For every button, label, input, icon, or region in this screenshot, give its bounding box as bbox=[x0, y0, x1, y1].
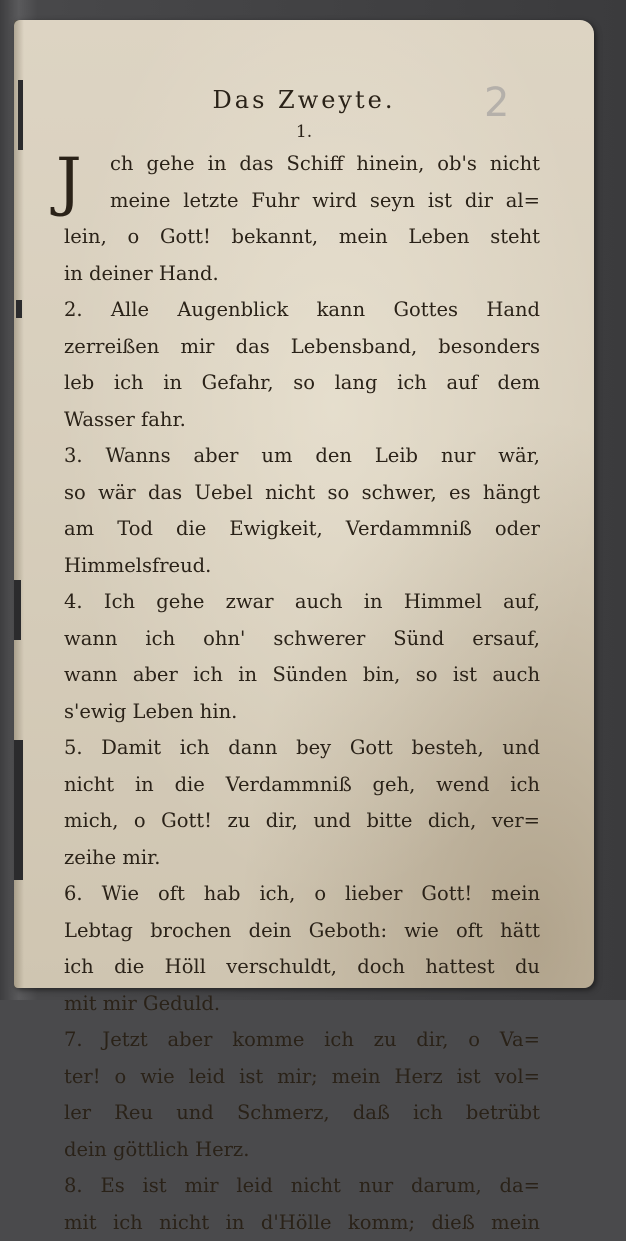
text-line: mit mir Geduld. bbox=[64, 986, 540, 1023]
text-line: mit ich nicht in d'Hölle komm; dieß mein bbox=[64, 1205, 540, 1241]
hymn-verse-number: 1. bbox=[14, 122, 594, 142]
text-line: meine letzte Fuhr wird seyn ist dir al= bbox=[64, 183, 540, 220]
text-line: 4. Ich gehe zwar auch in Himmel auf, bbox=[64, 584, 540, 621]
text-line: 7. Jetzt aber komme ich zu dir, o Va= bbox=[64, 1022, 540, 1059]
text-line: leb ich in Gefahr, so lang ich auf dem bbox=[64, 365, 540, 402]
binding-mark bbox=[16, 300, 22, 318]
text-line: wann ich ohn' schwerer Sünd ersauf, bbox=[64, 621, 540, 658]
text-line: ich die Höll verschuldt, doch hattest du bbox=[64, 949, 540, 986]
text-line: Lebtag brochen dein Geboth: wie oft hätt bbox=[64, 913, 540, 950]
text-line: so wär das Uebel nicht so schwer, es hängt bbox=[64, 475, 540, 512]
paper-page bbox=[14, 20, 594, 988]
text-line: lein, o Gott! bekannt, mein Leben steht bbox=[64, 219, 540, 256]
text-line: 2. Alle Augenblick kann Gottes Hand bbox=[64, 292, 540, 329]
hymn-heading: Das Zweyte. bbox=[14, 86, 594, 114]
text-line: zerreißen mir das Lebensband, besonders bbox=[64, 329, 540, 366]
text-line: ch gehe in das Schiff hinein, ob's nicht bbox=[64, 146, 540, 183]
text-line: mich, o Gott! zu dir, und bitte dich, ver= bbox=[64, 803, 540, 840]
text-line: in deiner Hand. bbox=[64, 256, 540, 293]
text-line: Himmelsfreud. bbox=[64, 548, 540, 585]
text-line: s'ewig Leben hin. bbox=[64, 694, 540, 731]
text-line: wann aber ich in Sünden bin, so ist auch bbox=[64, 657, 540, 694]
pencil-page-number: 2 bbox=[484, 80, 509, 126]
text-line: ter! o wie leid ist mir; mein Herz ist vol= bbox=[64, 1059, 540, 1096]
text-line: 3. Wanns aber um den Leib nur wär, bbox=[64, 438, 540, 475]
text-line: zeihe mir. bbox=[64, 840, 540, 877]
text-line: am Tod die Ewigkeit, Verdammniß oder bbox=[64, 511, 540, 548]
binding-mark bbox=[14, 740, 23, 880]
text-line: 8. Es ist mir leid nicht nur darum, da= bbox=[64, 1168, 540, 1205]
text-line: nicht in die Verdammniß geh, wend ich bbox=[64, 767, 540, 804]
text-line: 6. Wie oft hab ich, o lieber Gott! mein bbox=[64, 876, 540, 913]
drop-cap: J bbox=[56, 150, 82, 214]
text-line: Wasser fahr. bbox=[64, 402, 540, 439]
text-line: dein göttlich Herz. bbox=[64, 1132, 540, 1169]
text-line: ler Reu und Schmerz, daß ich betrübt bbox=[64, 1095, 540, 1132]
text-line: 5. Damit ich dann bey Gott besteh, und bbox=[64, 730, 540, 767]
hymn-text bbox=[64, 146, 540, 1241]
binding-mark bbox=[14, 580, 21, 640]
